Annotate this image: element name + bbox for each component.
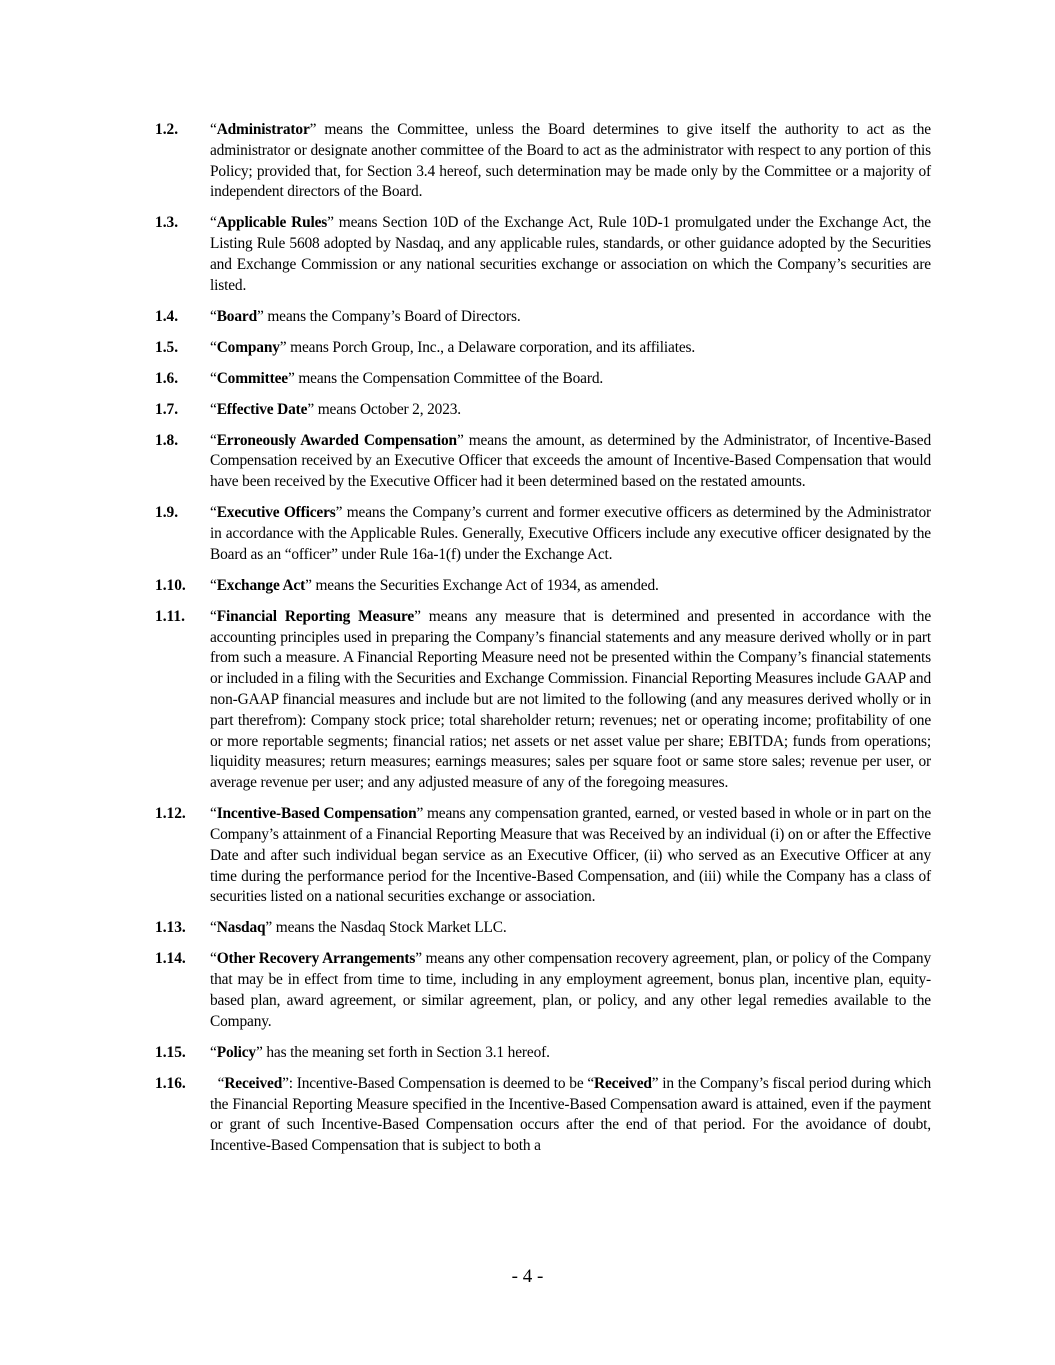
defined-term: Other Recovery Arrangements <box>216 950 416 968</box>
definition-item <box>155 503 931 565</box>
definition-item <box>155 369 931 390</box>
section-number: 1.13. <box>155 919 186 937</box>
definition-text <box>210 431 931 493</box>
section-number: 1.12. <box>155 805 186 823</box>
definition-text <box>210 918 931 939</box>
text-segment: “ <box>210 307 217 325</box>
text-segment: ” means Section 10D of the Exchange Act, Rule 10D-1 promulgated under the Exchange Act, the Listing Rule 5608 adopted by Nasdaq, and any applicable rules, standards, or other guidance adopted by the Securities and Exchange Commission or any national securities exchange or association on which the Company’s securities are listed. <box>210 214 931 294</box>
definition-text <box>210 338 931 359</box>
definition-text <box>210 607 931 794</box>
definition-item <box>155 338 931 359</box>
text-segment: “ <box>210 1043 217 1061</box>
definition-item <box>155 918 931 939</box>
definition-item <box>155 804 931 908</box>
text-segment: “ <box>210 338 217 356</box>
defined-term: Administrator <box>216 121 310 138</box>
text-segment: ” means the amount, as determined by the Administrator, of Incentive-Based Compensation received by an Executive Officer that exceeds the amount of Incentive-Based Compensation that would have been received by the Executive Officer had it been determined based on the restated amounts. <box>210 431 931 491</box>
text-segment: “ <box>210 369 217 387</box>
section-number: 1.9. <box>155 504 179 522</box>
text-segment: ” means the Committee, unless the Board determines to give itself the authority to act as the administrator or designate another committee of the Board to act as the administrator with respect to any portion of this Policy; provided that, for Section 3.4 hereof, such determination may be made only by the Committee or a majority of independent directors of the Board. <box>210 121 931 201</box>
text-segment: ” means the Compensation Committee of the Board. <box>287 369 604 387</box>
text-segment: “ <box>210 607 217 625</box>
text-segment: “ <box>210 1074 225 1092</box>
definition-item <box>155 607 931 794</box>
text-segment: ” means any compensation granted, earned, or vested based in whole or in part on the Company’s attainment of a Financial Reporting Measure that was Received by an individual (i) on or after the Effective Date and after such individual began service as an Executive Officer, (ii) who served as an Executive Officer at any time during the performance period for the Incentive-Based Compensation, and (iii) while the Company has a class of securities listed on a national securities exchange or association. <box>210 805 931 906</box>
definition-item <box>155 576 931 597</box>
section-number: 1.15. <box>155 1043 186 1061</box>
text-segment: “ <box>210 504 217 522</box>
definition-item <box>155 431 931 493</box>
page-number: - 4 - <box>511 1266 544 1287</box>
defined-term: Financial Reporting Measure <box>216 607 415 625</box>
section-number: 1.3. <box>155 214 179 232</box>
definition-text <box>210 1074 931 1157</box>
definition-text <box>210 400 931 421</box>
defined-term: Received <box>594 1074 652 1092</box>
text-segment: “ <box>210 214 217 232</box>
section-number: 1.4. <box>155 307 179 325</box>
section-number: 1.7. <box>155 400 179 418</box>
definition-item <box>155 307 931 328</box>
text-segment: ” in the Company’s fiscal period during which the Financial Reporting Measure specified in the Incentive-Based Compensation award is attained, even if the payment or grant of such Incentive-Based Compensation occurs after the end of that period. For the avoidance of doubt, Incentive-Based Compensation that is subject to both a <box>210 1074 931 1155</box>
defined-term: Board <box>216 307 257 325</box>
definition-text <box>210 804 931 908</box>
defined-term: Policy <box>216 1043 256 1061</box>
defined-term: Committee <box>216 369 288 387</box>
defined-term: Applicable Rules <box>216 214 328 232</box>
document-body <box>155 120 931 1167</box>
text-segment: ” means the Company’s current and former executive officers as determined by the Administrator in accordance with the Applicable Rules. Generally, Executive Officers include any executive officer designated by the Board as an “officer” under Rule 16a-1(f) under the Exchange Act. <box>210 504 931 563</box>
defined-term: Received <box>224 1074 283 1092</box>
text-segment: “ <box>210 121 217 138</box>
text-segment: “ <box>210 576 217 594</box>
text-segment: “ <box>210 950 217 968</box>
section-number: 1.6. <box>155 369 179 387</box>
definition-item <box>155 213 931 296</box>
defined-term: Effective Date <box>216 400 308 418</box>
defined-term: Erroneously Awarded Compensation <box>216 431 457 449</box>
text-segment: ” means October 2, 2023. <box>307 400 461 418</box>
definition-item <box>155 400 931 421</box>
text-segment: “ <box>210 919 217 937</box>
text-segment: ” means any other compensation recovery agreement, plan, or policy of the Company that may be in effect from time to time, including in any employment agreement, bonus plan, incentive plan, equity-based plan, award agreement, or similar agreement, plan, or policy, and any other legal remedies available to the Company. <box>210 950 932 1030</box>
text-segment: ” means any measure that is determined and presented in accordance with the accounting principles used in preparing the Company’s financial statements and any measure derived wholly or in part from such a measure. A Financial Reporting Measure need not be presented within the Company’s financial statements or included in a filing with the Securities and Exchange Commission. Financial Reporting Measures include GAAP and non-GAAP financial measures and include but are not limited to the following (and any measures derived wholly or in part therefrom): Company stock price; total shareholder return; revenues; net or operating income; profitability of one or more reportable segments; financial ratios; net assets or net asset value per share; EBITDA; funds from operations; liquidity measures; return measures; earnings measures; sales per square foot or same store sales; revenue per user, or average revenue per user; and any adjusted measure of any of the foregoing measures. <box>210 607 932 792</box>
definition-text <box>210 369 931 390</box>
text-segment: “ <box>210 805 217 823</box>
definition-text <box>210 1043 931 1064</box>
section-number: 1.16. <box>155 1074 186 1092</box>
definition-item <box>155 1043 931 1064</box>
text-segment: ” means the Nasdaq Stock Market LLC. <box>265 919 507 937</box>
text-segment: ” means Porch Group, Inc., a Delaware corporation, and its affiliates. <box>279 338 696 356</box>
definition-text <box>210 307 931 328</box>
definition-text <box>210 120 931 203</box>
section-number: 1.14. <box>155 950 186 968</box>
text-segment: ”: Incentive-Based Compensation is deemed to be “ <box>282 1074 595 1092</box>
defined-term: Company <box>216 338 280 356</box>
section-number: 1.8. <box>155 431 179 449</box>
section-number: 1.11. <box>155 607 185 625</box>
text-segment: ” means the Company’s Board of Directors. <box>256 307 521 325</box>
text-segment: “ <box>210 431 217 449</box>
section-number: 1.2. <box>155 121 179 138</box>
section-number: 1.10. <box>155 576 186 594</box>
text-segment: ” means the Securities Exchange Act of 1934, as amended. <box>305 576 659 594</box>
definition-text <box>210 213 931 296</box>
defined-term: Executive Officers <box>216 504 336 522</box>
text-segment: ” has the meaning set forth in Section 3.1 hereof. <box>255 1043 550 1061</box>
definition-item <box>155 949 931 1032</box>
defined-term: Exchange Act <box>216 576 306 594</box>
definition-item <box>155 1074 931 1157</box>
definition-text <box>210 576 931 597</box>
section-number: 1.5. <box>155 338 179 356</box>
definition-text <box>210 949 931 1032</box>
definition-text <box>210 503 931 565</box>
definition-item <box>155 120 931 203</box>
text-segment: “ <box>210 400 217 418</box>
defined-term: Nasdaq <box>216 919 266 937</box>
defined-term: Incentive-Based Compensation <box>216 805 417 823</box>
